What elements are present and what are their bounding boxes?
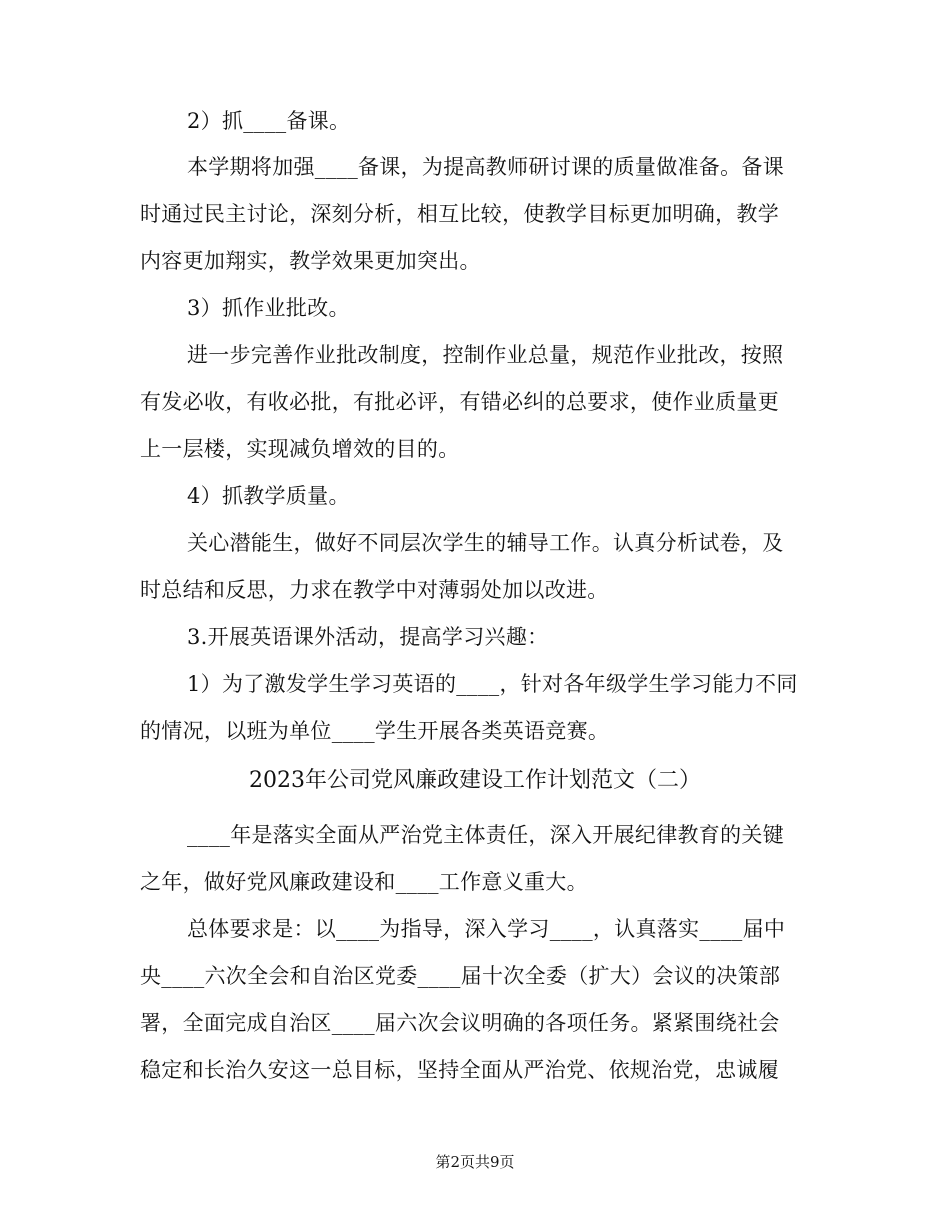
paragraph-line: 内容更加翔实，教学效果更加突出。 (140, 249, 481, 273)
page-number: 第2页共9页 (435, 1153, 515, 1171)
subsection-3-title: 3）抓作业批改。 (187, 296, 350, 320)
paragraph-line: 本学期将加强____备课，为提高教师研讨课的质量做准备。备课 (187, 155, 784, 179)
paragraph-line: 署，全面完成自治区____届六次会议明确的各项任务。紧紧围绕社会 (140, 1011, 780, 1035)
subsection-2-title: 2）抓____备课。 (187, 109, 351, 133)
section-3-title: 3.开展英语课外活动，提高学习兴趣： (187, 625, 549, 649)
paragraph-line: 时通过民主讨论，深刻分析，相互比较，使教学目标更加明确，教学 (140, 202, 779, 226)
document-title: 2023年公司党风廉政建设工作计划范文（二） (249, 768, 701, 793)
paragraph-line: 进一步完善作业批改制度，控制作业总量，规范作业批改，按照 (187, 343, 784, 367)
paragraph-line: 有发必收，有收必批，有批必评，有错必纠的总要求，使作业质量更 (140, 390, 779, 414)
paragraph-line: ____年是落实全面从严治党主体责任，深入开展纪律教育的关键 (187, 823, 784, 847)
paragraph-line: 之年，做好党风廉政建设和____工作意义重大。 (140, 870, 588, 894)
subsection-4-title: 4）抓教学质量。 (187, 484, 350, 508)
paragraph-line: 稳定和长治久安这一总目标，坚持全面从严治党、依规治党，忠诚履 (140, 1058, 779, 1082)
paragraph-line: 关心潜能生，做好不同层次学生的辅导工作。认真分析试卷，及 (187, 531, 784, 555)
paragraph-line: 时总结和反思，力求在教学中对薄弱处加以改进。 (140, 578, 609, 602)
paragraph-line: 总体要求是：以____为指导，深入学习____，认真落实____届中 (187, 917, 786, 941)
paragraph-line: 央____六次全会和自治区党委____届十次全委（扩大）会议的决策部 (140, 964, 781, 988)
paragraph-line: 的情况，以班为单位____学生开展各类英语竞赛。 (140, 719, 610, 743)
paragraph-line: 1）为了激发学生学习英语的____，针对各年级学生学习能力不同 (187, 672, 798, 696)
paragraph-line: 上一层楼，实现减负增效的目的。 (140, 437, 460, 461)
